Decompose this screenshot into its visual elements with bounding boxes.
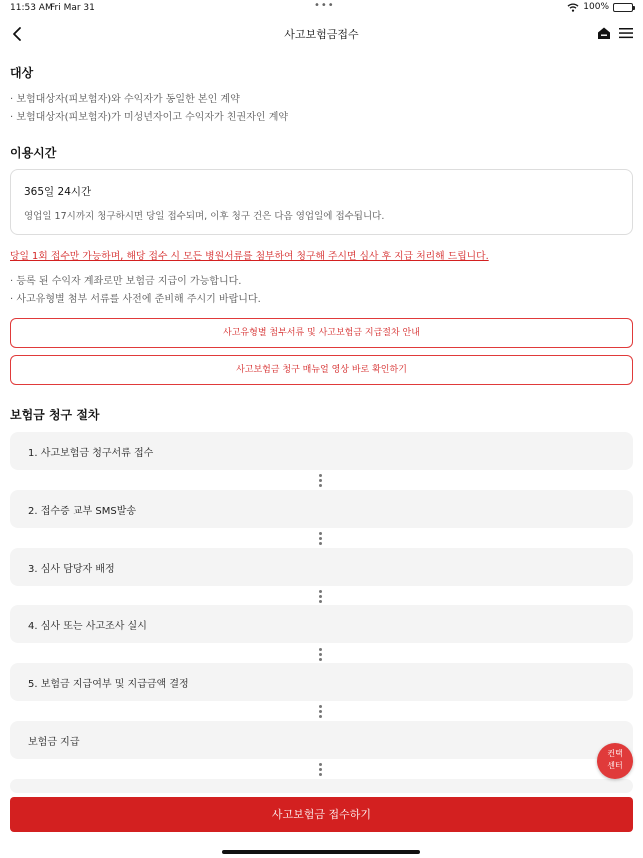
status-date: Fri Mar 31 [50, 3, 95, 13]
procedure-step-label: 1. 사고보험금 청구서류 접수 [28, 448, 154, 459]
procedure-step [10, 721, 633, 759]
procedure-step-partial [10, 779, 633, 793]
procedure-step [10, 605, 633, 643]
notice-item: · 사고유형별 첨부 서류를 사전에 준비해 주시기 바랍니다. [10, 294, 261, 305]
target-item-text: 보험대상자(피보험자)가 미성년자이고 수익자가 친권자인 계약 [16, 112, 289, 123]
notice-item: · 등록 된 수익자 계좌로만 보험금 지급이 가능합니다. [10, 276, 242, 287]
manual-video-button[interactable]: 사고보험금 청구 매뉴얼 영상 바로 확인하기 [10, 355, 633, 385]
status-bar [0, 0, 643, 16]
procedure-step [10, 548, 633, 586]
step-connector-icon [319, 590, 323, 605]
notice-item-text: 등록 된 수익자 계좌로만 보험금 지급이 가능합니다. [16, 276, 242, 287]
procedure-step-label: 2. 접수증 교부 SMS발송 [28, 506, 137, 517]
procedure-step-label: 3. 심사 담당자 배정 [28, 564, 115, 575]
step-connector-icon [319, 763, 323, 778]
procedure-step-label: 보험금 지급 [28, 737, 80, 748]
notice-item-text: 사고유형별 첨부 서류를 사전에 준비해 주시기 바랍니다. [16, 294, 261, 305]
procedure-step-label: 5. 보험금 지급여부 및 지급금액 결정 [28, 679, 189, 690]
page-title: 사고보험금접수 [284, 28, 359, 41]
contact-center-button[interactable] [597, 743, 633, 779]
multitask-dots-icon[interactable]: ••• [314, 0, 335, 11]
docs-guide-button[interactable]: 사고유형별 첨부서류 및 사고보험금 지급절차 안내 [10, 318, 633, 348]
target-heading: 대상 [10, 66, 34, 80]
status-time: 11:53 AM [10, 3, 53, 13]
hamburger-menu-icon[interactable] [618, 25, 634, 41]
contact-center-label-line1: 컨택 [607, 749, 623, 758]
step-connector-icon [319, 648, 323, 663]
procedure-step-label: 4. 심사 또는 사고조사 실시 [28, 621, 147, 632]
target-item: · 보험대상자(피보험자)와 수익자가 동일한 본인 계약 [10, 94, 240, 105]
hours-box-text: 영업일 17시까지 청구하시면 당일 접수되며, 이후 청구 건은 다음 영업일에 접수됩니다. [24, 211, 385, 222]
target-item-text: 보험대상자(피보험자)와 수익자가 동일한 본인 계약 [16, 94, 240, 105]
step-connector-icon [319, 705, 323, 720]
step-connector-icon [319, 474, 323, 489]
top-navigation-bar [0, 20, 643, 48]
procedure-step [10, 663, 633, 701]
home-icon[interactable] [596, 25, 612, 41]
step-connector-icon [319, 532, 323, 547]
procedure-step [10, 490, 633, 528]
target-item: · 보험대상자(피보험자)가 미성년자이고 수익자가 친권자인 계약 [10, 112, 289, 123]
submit-claim-button[interactable]: 사고보험금 접수하기 [10, 797, 633, 832]
home-indicator[interactable] [222, 850, 420, 854]
warning-notice: 당일 1회 접수만 가능하며, 해당 접수 시 모든 병원서류를 첨부하여 청구해 주시면 심사 후 지급 처리해 드립니다. [10, 251, 489, 262]
hours-box [10, 169, 633, 235]
wifi-icon [567, 3, 579, 12]
hours-box-title: 365일 24시간 [24, 186, 92, 198]
battery-icon [613, 3, 633, 12]
procedure-heading: 보험금 청구 절차 [10, 408, 100, 422]
hours-heading: 이용시간 [10, 146, 57, 160]
battery-percent: 100% [583, 2, 609, 12]
procedure-step [10, 432, 633, 470]
contact-center-label-line2: 센터 [607, 761, 623, 770]
